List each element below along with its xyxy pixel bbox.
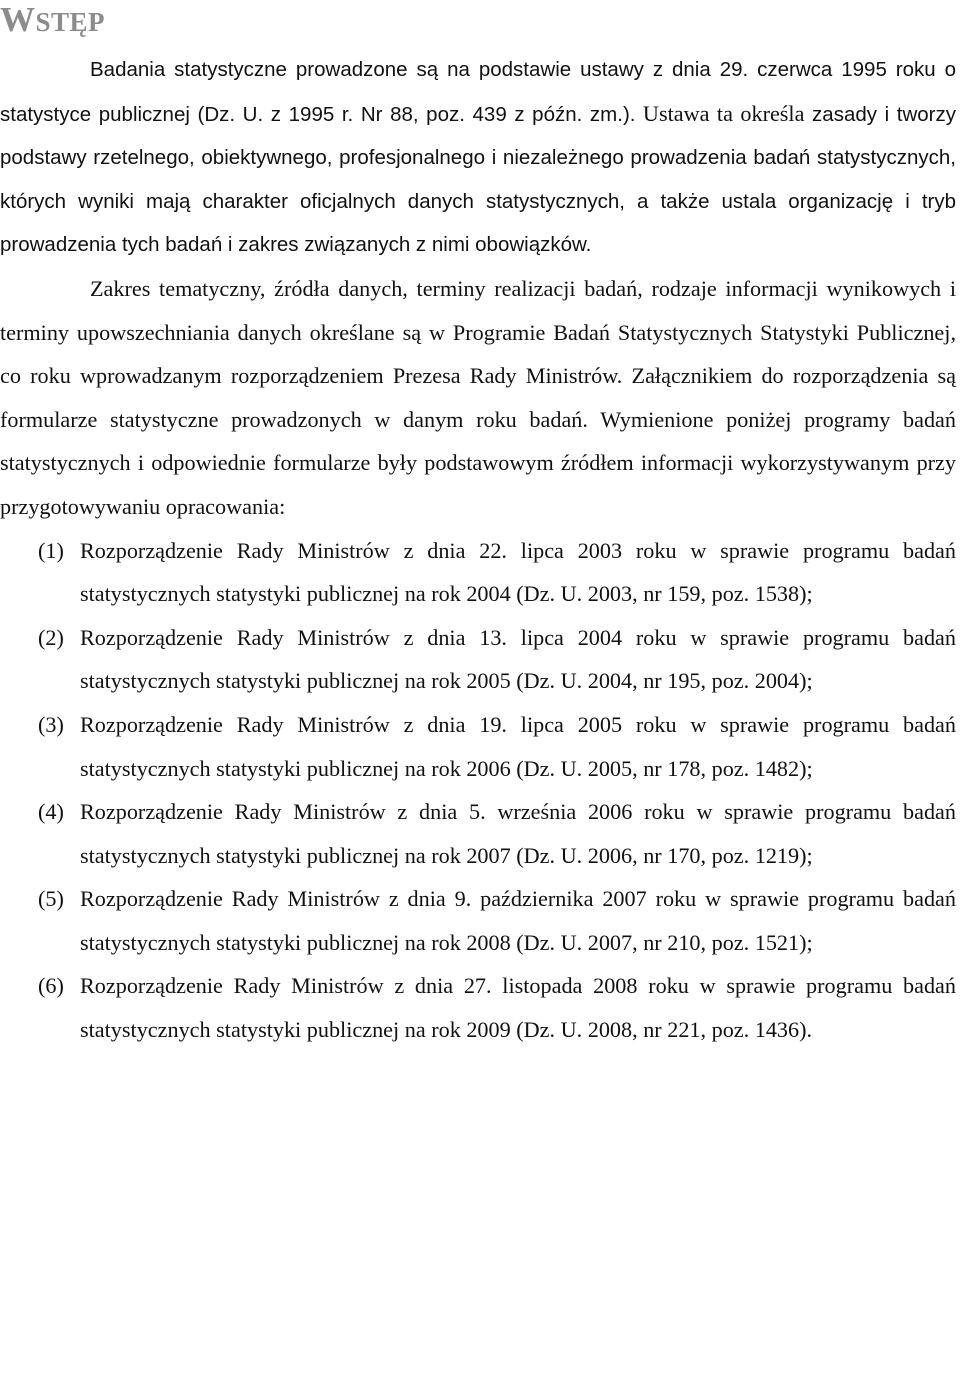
scope-paragraph: Zakres tematyczny, źródła danych, terminy realizacji badań, rodzaje informacji wynikowych i terminy upowszechniania danych określane są w Programie Badań Statystycznych Statystyki Publicznej, co roku wprowadzanym rozporządzeniem Prezesa Rady Ministrów. Załącznikiem do rozporządzenia są formularze statystyczne prowadzonych w danym roku badań. Wymienione poniżej programy badań statystycznych i odpowiednie formularze były podstawowym źródłem informacji wykorzystywanym przy przygotowywaniu opracowania: [0, 275, 956, 519]
document-body [0, 48, 956, 1052]
regulation-text: Rozporządzenie Rady Ministrów z dnia 9. października 2007 roku w sprawie programu badań statystycznych statystyki publicznej na rok 2008 (Dz. U. 2007, nr 210, poz. 1521); [80, 886, 956, 955]
intro-paragraph [0, 48, 956, 267]
intro-legal-basis: Badania statystyczne prowadzone są na podstawie ustawy z dnia 29. czerwca 1995 roku o statystyce publicznej (Dz. U. z 1995 r. Nr 88, poz. 439 z późn. zm.). [0, 58, 956, 126]
regulation-text: Rozporządzenie Rady Ministrów z dnia 5. września 2006 roku w sprawie programu badań statystycznych statystyki publicznej na rok 2007 (Dz. U. 2006, nr 170, poz. 1219); [80, 799, 956, 868]
regulation-item [0, 964, 956, 1051]
regulation-text: Rozporządzenie Rady Ministrów z dnia 13. lipca 2004 roku w sprawie programu badań statystycznych statystyki publicznej na rok 2005 (Dz. U. 2004, nr 195, poz. 2004); [80, 624, 956, 694]
regulation-number: (1) [38, 537, 64, 563]
regulations-list [0, 529, 956, 1052]
regulation-number: (4) [38, 799, 64, 825]
intro-act-scope: zasady i tworzy podstawy rzetelnego, obiektywnego, profesjonalnego i niezależnego prowadzenia badań statystycznych, których wyniki mają charakter oficjalnych danych statystycznych, a także ustala organizację i tryb prowadzenia tych badań i zakres związanych z nimi obowiązków. [0, 102, 956, 257]
regulation-text: Rozporządzenie Rady Ministrów z dnia 27. listopada 2008 roku w sprawie programu badań statystycznych statystyki publicznej na rok 2009 (Dz. U. 2008, nr 221, poz. 1436). [80, 973, 956, 1043]
regulation-item [0, 877, 956, 964]
regulation-number: (3) [38, 711, 64, 737]
section-heading-rest: STĘP [35, 7, 106, 37]
regulation-number: (5) [38, 886, 64, 912]
regulation-text: Rozporządzenie Rady Ministrów z dnia 22. lipca 2003 roku w sprawie programu badań statystycznych statystyki publicznej na rok 2004 (Dz. U. 2003, nr 159, poz. 1538); [80, 537, 956, 607]
regulation-text: Rozporządzenie Rady Ministrów z dnia 19. lipca 2005 roku w sprawie programu badań statystycznych statystyki publicznej na rok 2006 (Dz. U. 2005, nr 178, poz. 1482); [80, 711, 956, 781]
regulation-item [0, 790, 956, 877]
section-heading [0, 0, 105, 42]
regulation-number: (6) [38, 973, 64, 999]
regulation-item [0, 529, 956, 616]
section-heading-initial: W [0, 0, 36, 39]
regulation-item [0, 616, 956, 703]
intro-act-purpose: Ustawa ta określa [635, 100, 805, 126]
regulation-item [0, 703, 956, 790]
regulation-number: (2) [38, 624, 64, 650]
